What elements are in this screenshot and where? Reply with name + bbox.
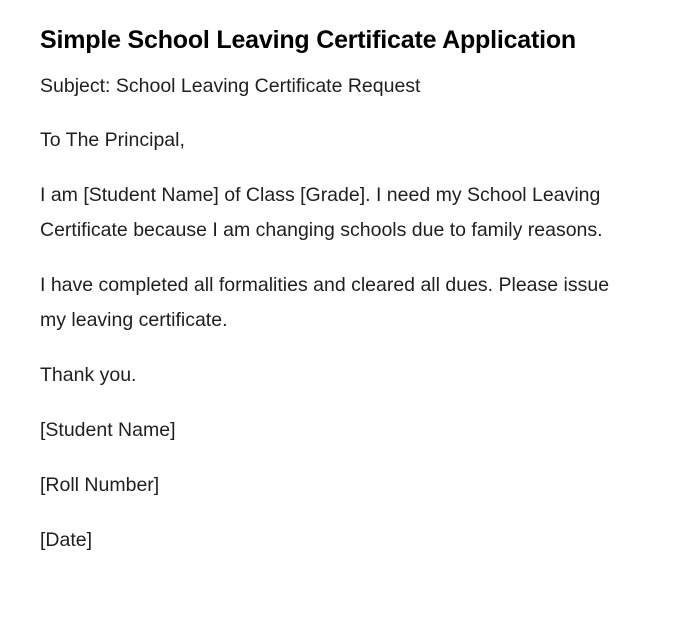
letter-closing: Thank you. [40,364,137,386]
signature-roll-number: [Roll Number] [40,474,160,496]
signature-date: [Date] [40,529,93,551]
letter-body-paragraph-2: I have completed all formalities and cleared all dues. Please issue my leaving certificate. [40,274,610,331]
letter-body-paragraph-1: I am [Student Name] of Class [Grade]. I need my School Leaving Certificate because I am changing schools due to family reasons. [40,184,603,241]
signature-student-name: [Student Name] [40,419,176,441]
letter-page [40,22,640,578]
letter-subject: Subject: School Leaving Certificate Request [40,75,421,97]
document-title: Simple School Leaving Certificate Application [40,26,577,54]
letter-salutation: To The Principal, [40,129,185,151]
